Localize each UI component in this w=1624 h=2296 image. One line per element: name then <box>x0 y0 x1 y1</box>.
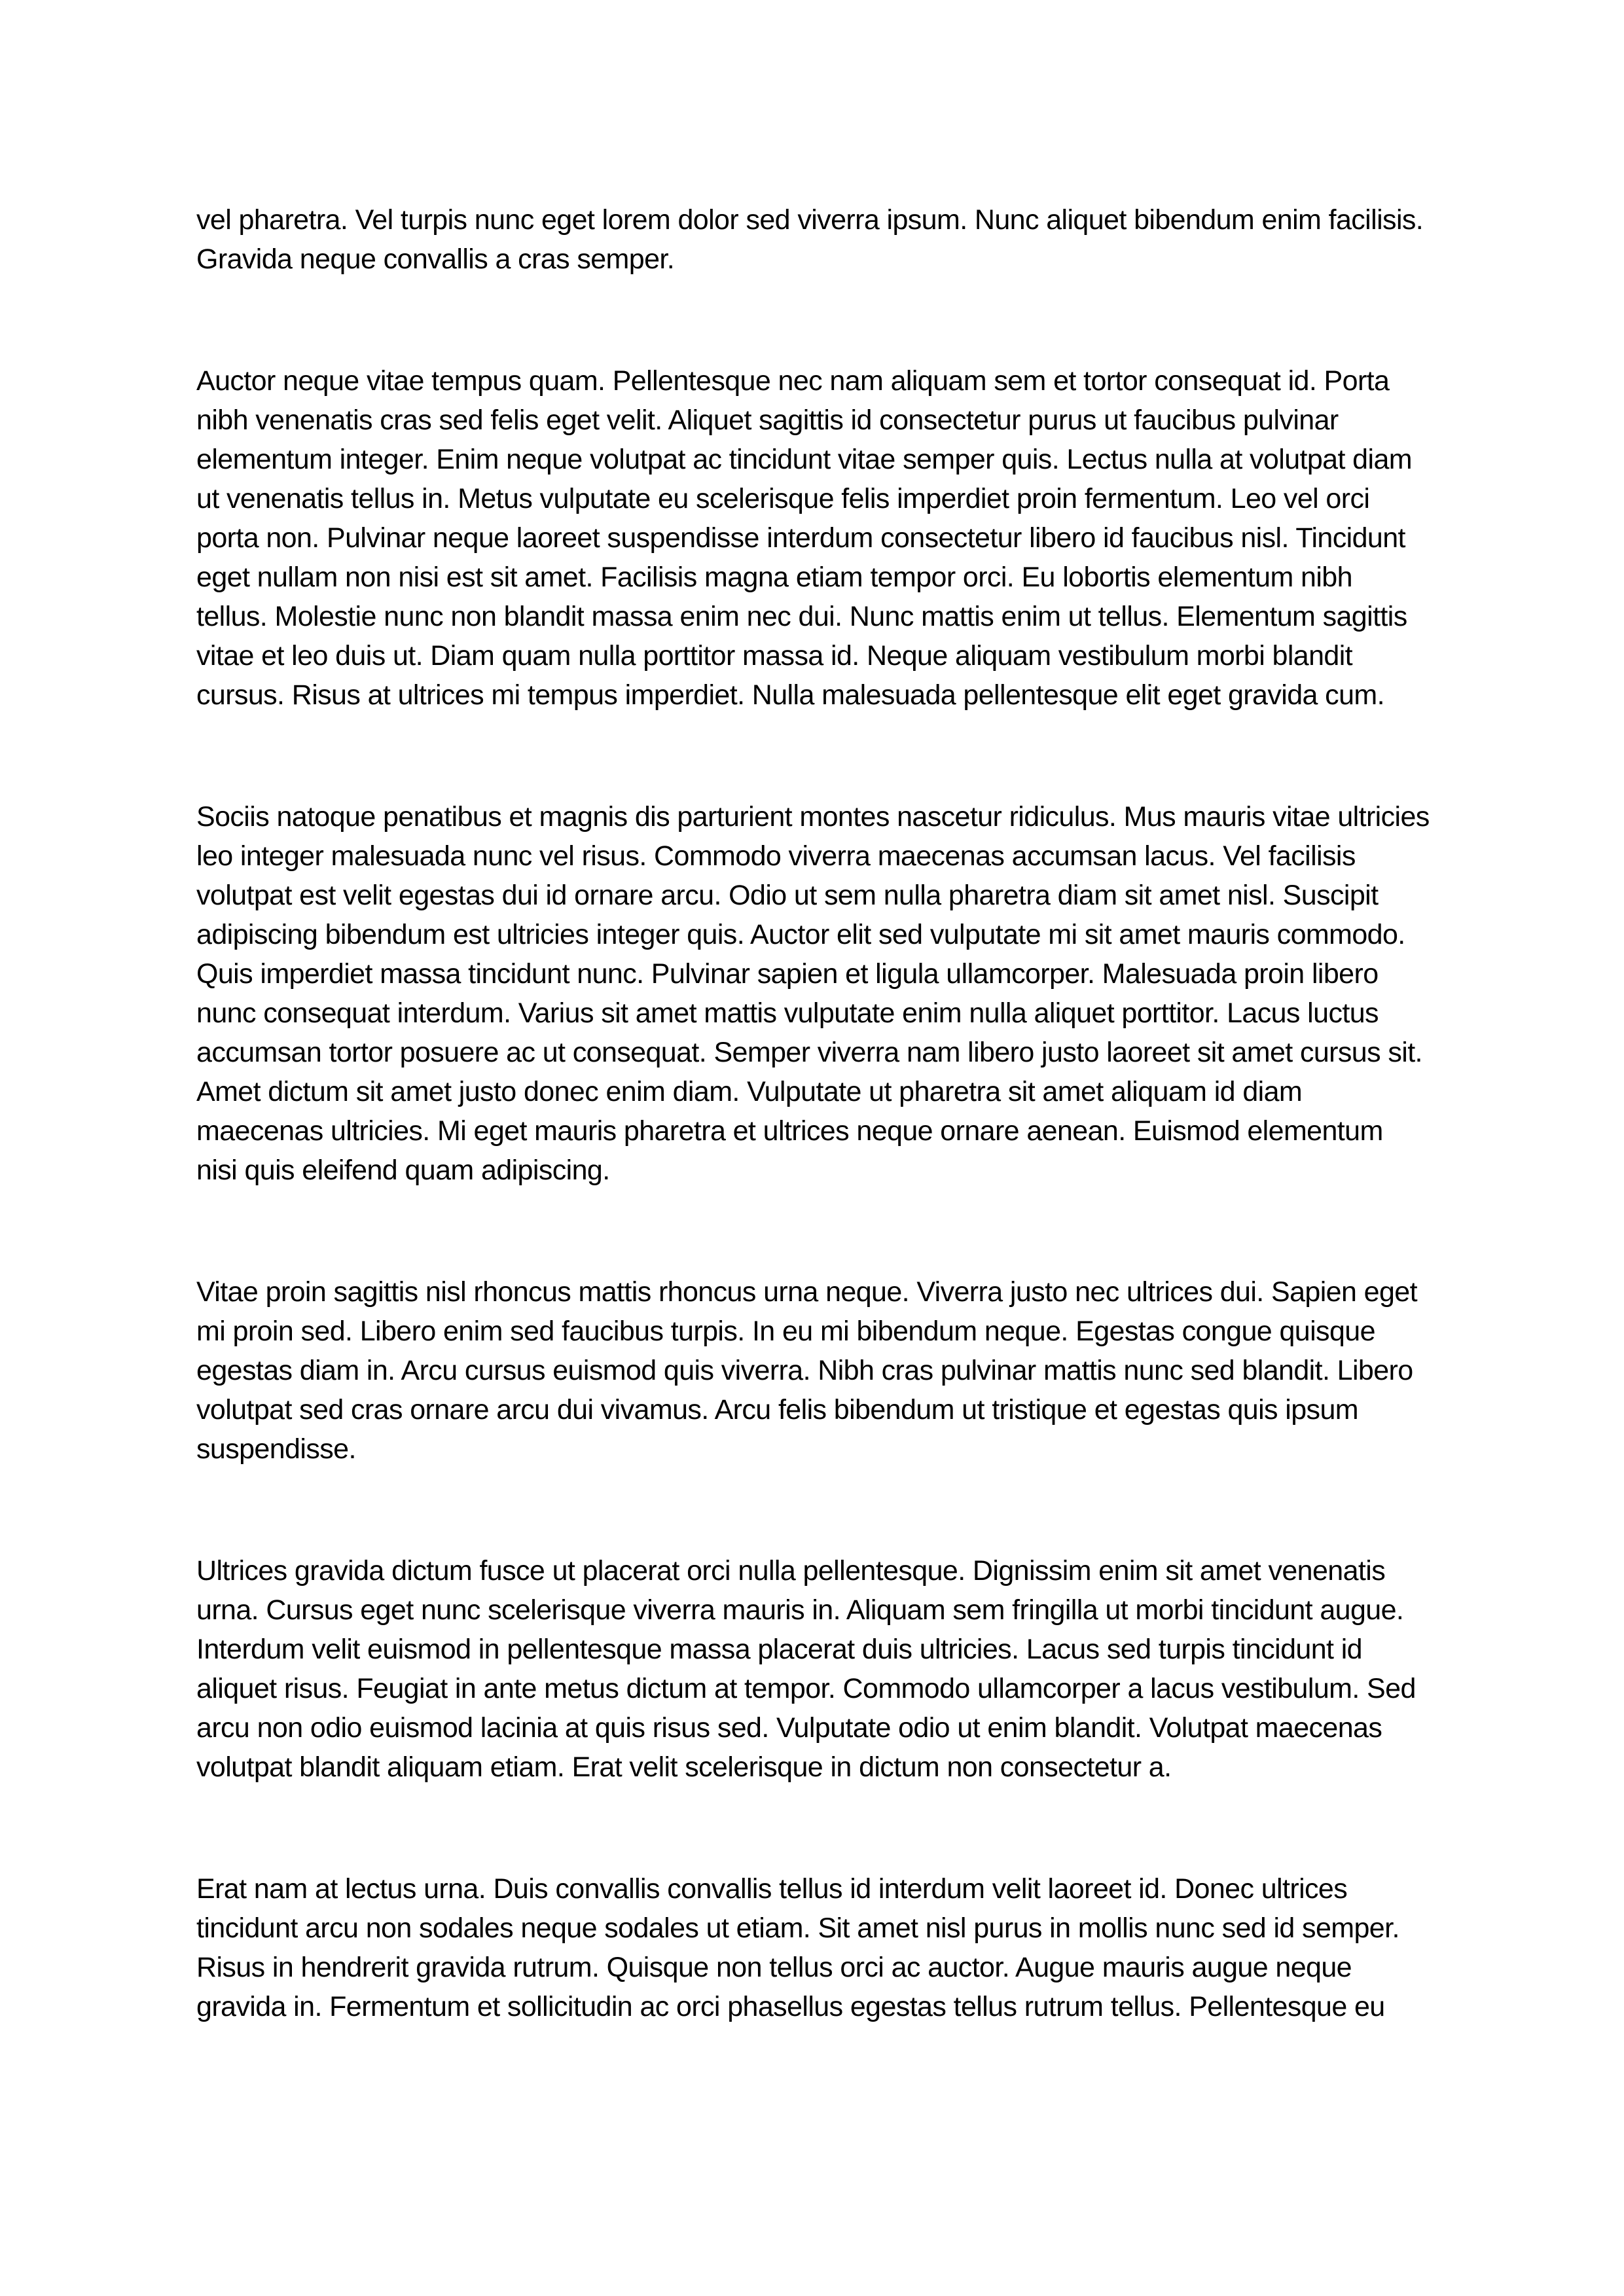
paragraph: vel pharetra. Vel turpis nunc eget lorem dolor sed viverra ipsum. Nunc aliquet bibendum enim facilisis. Gravida neque convallis a cras semper. <box>196 204 1424 275</box>
paragraph: Ultrices gravida dictum fusce ut placerat orci nulla pellentesque. Dignissim enim sit amet venenatis urna. Cursus eget nunc scelerisque viverra mauris in. Aliquam sem fringilla ut morbi tincidunt augue. Interdum velit euismod in pellentesque massa placerat duis ultricies. Lacus sed turpis tincidunt id aliquet risus. Feugiat in ante metus dictum at tempor. Commodo ullamcorper a lacus vestibulum. Sed arcu non odio euismod lacinia at quis risus sed. Vulputate odio ut enim blandit. Volutpat maecenas volutpat blandit aliquam etiam. Erat velit scelerisque in dictum non consectetur a. <box>196 1555 1416 1783</box>
paragraph: Erat nam at lectus urna. Duis convallis convallis tellus id interdum velit laoreet id. Donec ultrices tincidunt arcu non sodales neque sodales ut etiam. Sit amet nisl purus in mollis nunc sed id semper. Risus in hendrerit gravida rutrum. Quisque non tellus orci ac auctor. Augue mauris augue neque gravida in. Fermentum et sollicitudin ac orci phasellus egestas tellus rutrum tellus. Pellentesque eu <box>196 1873 1399 2022</box>
paragraph: Auctor neque vitae tempus quam. Pellentesque nec nam aliquam sem et tortor consequat id. Porta nibh venenatis cras sed felis eget velit. Aliquet sagittis id consectetur purus ut faucibus pulvinar elementum integer. Enim neque volutpat ac tincidunt vitae semper quis. Lectus nulla at volutpat diam ut venenatis tellus in. Metus vulputate eu scelerisque felis imperdiet proin fermentum. Leo vel orci porta non. Pulvinar neque laoreet suspendisse interdum consectetur libero id faucibus nisl. Tincidunt eget nullam non nisi est sit amet. Facilisis magna etiam tempor orci. Eu lobortis elementum nibh tellus. Molestie nunc non blandit massa enim nec dui. Nunc mattis enim ut tellus. Elementum sagittis vitae et leo duis ut. Diam quam nulla porttitor massa id. Neque aliquam vestibulum morbi blandit cursus. Risus at ultrices mi tempus imperdiet. Nulla malesuada pellentesque elit eget gravida cum. <box>196 365 1412 711</box>
paragraph: Sociis natoque penatibus et magnis dis parturient montes nascetur ridiculus. Mus mauris vitae ultricies leo integer malesuada nunc vel risus. Commodo viverra maecenas accumsan lacus. Vel facilisis volutpat est velit egestas dui id ornare arcu. Odio ut sem nulla pharetra diam sit amet nisl. Suscipit adipiscing bibendum est ultricies integer quis. Auctor elit sed vulputate mi sit amet mauris commodo. Quis imperdiet massa tincidunt nunc. Pulvinar sapien et ligula ullamcorper. Malesuada proin libero nunc consequat interdum. Varius sit amet mattis vulputate enim nulla aliquet porttitor. Lacus luctus accumsan tortor posuere ac ut consequat. Semper viverra nam libero justo laoreet sit amet cursus sit. Amet dictum sit amet justo donec enim diam. Vulputate ut pharetra sit amet aliquam id diam maecenas ultricies. Mi eget mauris pharetra et ultrices neque ornare aenean. Euismod elementum nisi quis eleifend quam adipiscing. <box>196 801 1430 1186</box>
paragraph: Vitae proin sagittis nisl rhoncus mattis rhoncus urna neque. Viverra justo nec ultrices dui. Sapien eget mi proin sed. Libero enim sed faucibus turpis. In eu mi bibendum neque. Egestas congue quisque egestas diam in. Arcu cursus euismod quis viverra. Nibh cras pulvinar mattis nunc sed blandit. Libero volutpat sed cras ornare arcu dui vivamus. Arcu felis bibendum ut tristique et egestas quis ipsum suspendisse. <box>196 1276 1417 1465</box>
document-text-body <box>196 200 1430 2026</box>
